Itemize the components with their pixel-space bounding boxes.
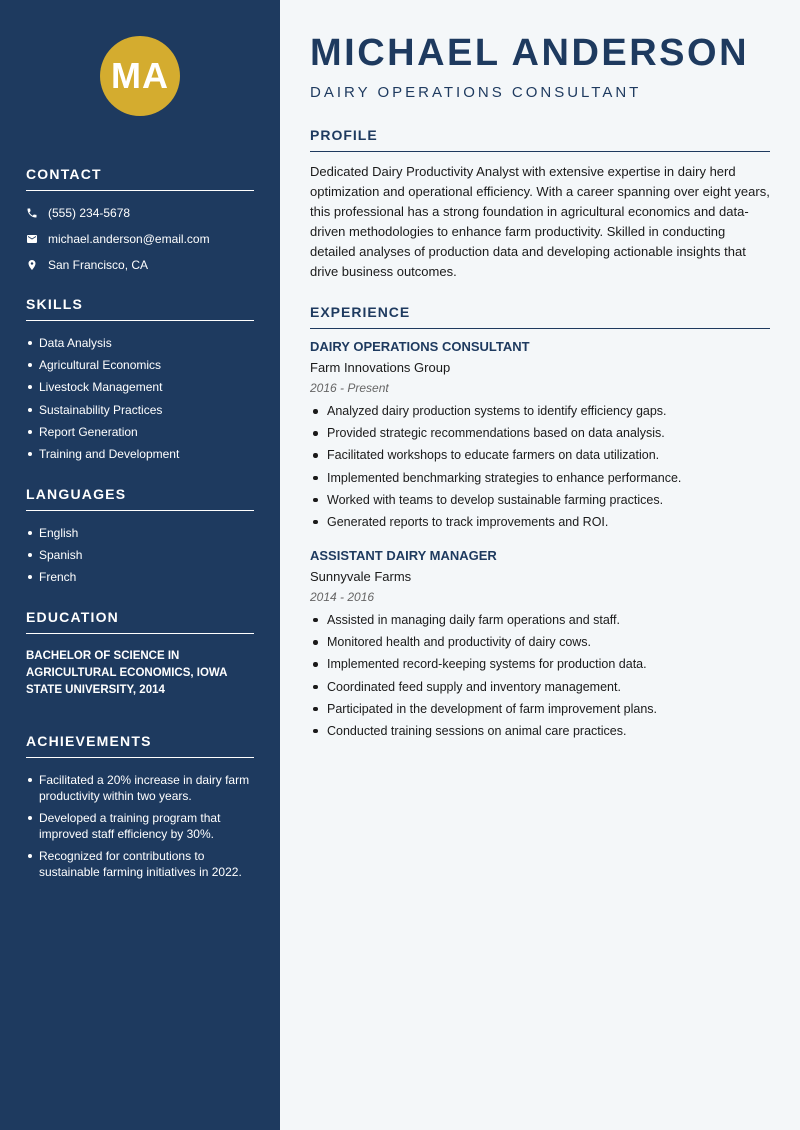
job-entry [310, 548, 770, 739]
languages-heading: LANGUAGES [26, 486, 254, 511]
contact-email [26, 231, 254, 246]
job-bullet: Provided strategic recommendations based on data analysis. [310, 425, 770, 441]
phone-icon [26, 207, 38, 219]
achievements-list [26, 772, 254, 880]
achievement-item: Developed a training program that improved staff efficiency by 30%. [26, 810, 254, 842]
profile-section [310, 127, 770, 282]
job-bullet: Conducted training sessions on animal care practices. [310, 723, 770, 739]
job-dates: 2014 - 2016 [310, 589, 375, 604]
achievement-item: Recognized for contributions to sustainable farming initiatives in 2022. [26, 848, 254, 880]
job-bullet: Analyzed dairy production systems to identify efficiency gaps. [310, 403, 770, 419]
profile-heading: PROFILE [310, 127, 770, 152]
achievements-heading: ACHIEVEMENTS [26, 733, 254, 758]
skill-item: Livestock Management [26, 379, 254, 395]
contact-location-text: San Francisco, CA [48, 257, 149, 272]
job-company: Sunnyvale Farms [310, 568, 412, 584]
languages-section [26, 486, 254, 585]
skills-list [26, 335, 254, 462]
education-text: BACHELOR OF SCIENCE IN AGRICULTURAL ECONOMICS, IOWA STATE UNIVERSITY, 2014 [26, 650, 228, 697]
candidate-name: MICHAEL ANDERSON [310, 32, 750, 74]
experience-heading: EXPERIENCE [310, 304, 770, 329]
education-heading: EDUCATION [26, 609, 254, 634]
main-content [280, 0, 800, 1130]
education-section [26, 609, 254, 699]
email-icon [26, 233, 38, 245]
job-bullet: Participated in the development of farm improvement plans. [310, 701, 770, 717]
skill-item: Report Generation [26, 424, 254, 440]
languages-list [26, 525, 254, 585]
job-bullet: Generated reports to track improvements and ROI. [310, 514, 770, 530]
skill-item: Sustainability Practices [26, 402, 254, 418]
job-company: Farm Innovations Group [310, 360, 451, 375]
location-pin-icon [26, 259, 38, 271]
language-item: English [26, 525, 254, 541]
avatar-wrap [26, 36, 254, 116]
contact-heading: CONTACT [26, 166, 254, 191]
contact-phone-text: (555) 234-5678 [48, 205, 131, 220]
contact-section [26, 166, 254, 272]
job-entry [310, 339, 770, 530]
language-item: Spanish [26, 547, 254, 563]
achievement-item: Facilitated a 20% increase in dairy farm productivity within two years. [26, 772, 254, 804]
profile-text: Dedicated Dairy Productivity Analyst with extensive expertise in dairy herd optimization and operational efficiency. With a career spanning over eight years, this professional has a strong foundation in agricultural economics and data-driven methodologies to enhance farm productivity. Skilled in conducting detailed analyses of production data and developing actionable insights that drive business outcomes. [310, 164, 770, 279]
job-bullet: Assisted in managing daily farm operations and staff. [310, 612, 770, 628]
achievements-section [26, 733, 254, 880]
language-item: French [26, 569, 254, 585]
candidate-title: DAIRY OPERATIONS CONSULTANT [310, 84, 642, 101]
job-bullets [310, 403, 770, 530]
skill-item: Training and Development [26, 446, 254, 462]
contact-phone [26, 205, 254, 220]
job-bullet: Implemented record-keeping systems for production data. [310, 656, 770, 672]
skill-item: Agricultural Economics [26, 357, 254, 373]
job-title: ASSISTANT DAIRY MANAGER [310, 547, 497, 563]
job-bullet: Implemented benchmarking strategies to enhance performance. [310, 470, 770, 486]
sidebar [0, 0, 280, 1130]
contact-location [26, 257, 254, 272]
avatar: MA [100, 36, 180, 116]
skill-item: Data Analysis [26, 335, 254, 351]
contact-email-text: michael.anderson@email.com [48, 231, 210, 246]
experience-section [310, 304, 770, 739]
job-bullet: Coordinated feed supply and inventory management. [310, 679, 770, 695]
job-bullets [310, 612, 770, 739]
skills-heading: SKILLS [26, 296, 254, 321]
job-bullet: Facilitated workshops to educate farmers on data utilization. [310, 447, 770, 463]
skills-section [26, 296, 254, 462]
job-bullet: Worked with teams to develop sustainable farming practices. [310, 492, 770, 508]
job-bullet: Monitored health and productivity of dairy cows. [310, 634, 770, 650]
job-dates: 2016 - Present [310, 381, 389, 395]
job-title: DAIRY OPERATIONS CONSULTANT [310, 339, 530, 354]
